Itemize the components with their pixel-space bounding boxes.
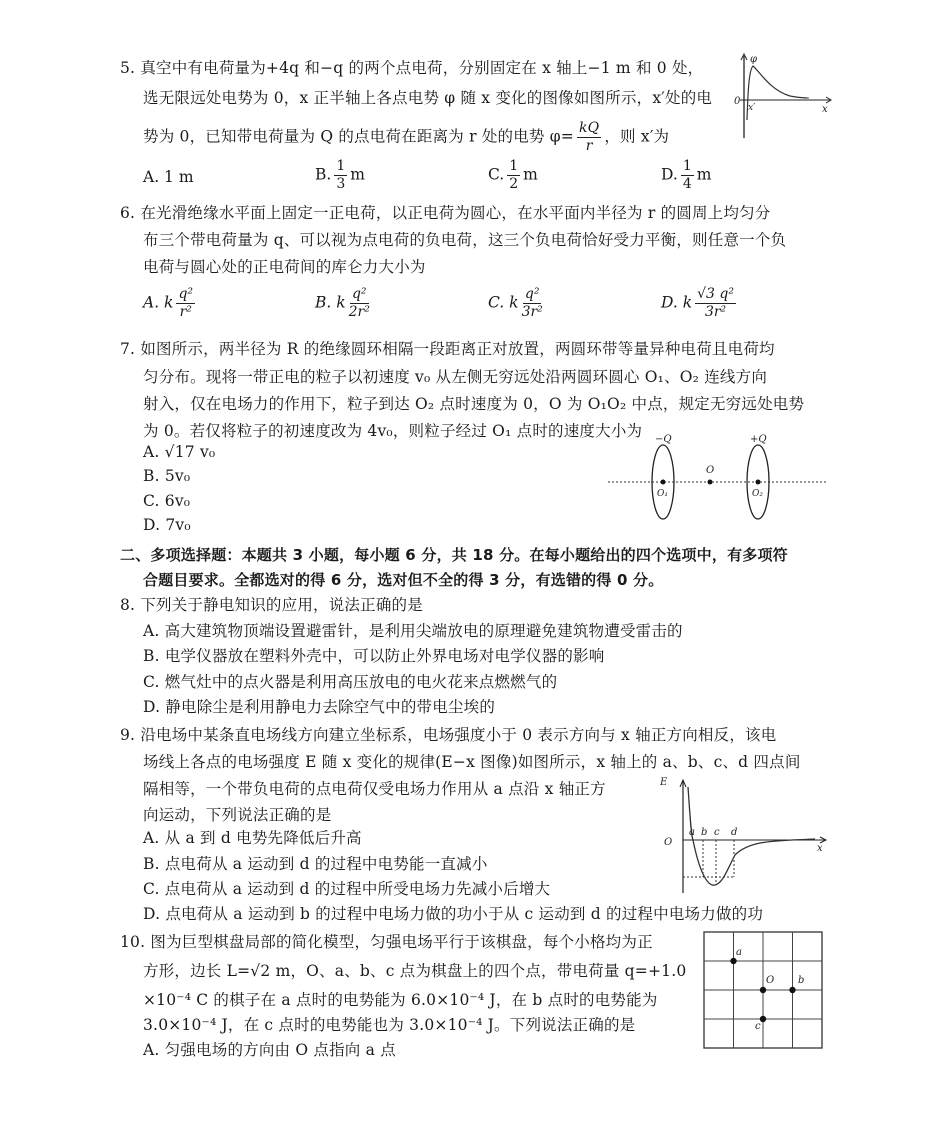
q7-line: 7. 如图所示，两半径为 R 的绝缘圆环相隔一段距离正对放置，两圆环带等量异种电荷且电荷均 bbox=[120, 340, 775, 358]
o2-point bbox=[756, 480, 761, 485]
q9-line: 9. 沿电场中某条直电场线方向建立坐标系，电场强度小于 0 表示方向与 x 轴正方向相反，该电 bbox=[120, 726, 777, 744]
potential-curve bbox=[747, 66, 808, 120]
q5-line: 5. 真空中有电荷量为+4q 和−q 的两个点电荷，分别固定在 x 轴上−1 m 和 0 处， bbox=[120, 59, 704, 77]
numerator: kQ bbox=[578, 120, 600, 136]
q6-option-b bbox=[315, 286, 373, 321]
denominator: 3 bbox=[336, 176, 346, 192]
q5-option-b bbox=[315, 158, 365, 193]
point-a bbox=[730, 958, 736, 964]
q6-line: 布三个带电荷量为 q、可以视为点电荷的负电荷，这三个负电荷恰好受力平衡，则任意一个负 bbox=[143, 231, 787, 249]
q9-option-b: B. 点电荷从 a 运动到 d 的过程中电势能一直减小 bbox=[143, 855, 488, 873]
numerator: q² bbox=[524, 286, 540, 302]
numerator: 1 bbox=[336, 158, 346, 174]
q10-line: 3.0×10⁻⁴ J，在 c 点时的电势能也为 3.0×10⁻⁴ J。下列说法正确的是 bbox=[143, 1016, 636, 1034]
q9-option-d: D. 点电荷从 a 运动到 b 的过程中电场力做的功小于从 c 运动到 d 的过程中电场力做的功 bbox=[143, 905, 764, 923]
q10-line: 10. 图为巨型棋盘局部的简化模型，匀强电场平行于该棋盘，每个小格均为正 bbox=[120, 933, 653, 951]
q5-option-c bbox=[488, 158, 538, 193]
y-label: φ bbox=[750, 54, 758, 65]
q6-option-c bbox=[488, 286, 546, 321]
section-line: 二、多项选择题：本题共 3 小题，每小题 6 分，共 18 分。在每小题给出的四个选项中，有多项符 bbox=[120, 546, 788, 564]
q7-rings-diagram bbox=[605, 430, 830, 530]
q7-line: 为 0。若仅将粒子的初速度改为 4v₀，则粒子经过 O₁ 点时的速度大小为 bbox=[143, 422, 643, 440]
option-label: C. bbox=[488, 165, 505, 184]
q5-text: ，则 x′为 bbox=[604, 127, 670, 146]
q5-line bbox=[143, 120, 669, 155]
q5-text: 势为 0，已知带电荷量为 Q 的点电荷在距离为 r 处的电势 φ= bbox=[143, 127, 574, 146]
o-label: O bbox=[706, 465, 715, 476]
q7-option-a: A. √17 v₀ bbox=[143, 443, 216, 461]
q8-option-a: A. 高大建筑物顶端设置避雷针，是利用尖端放电的原理避免建筑物遭受雷击的 bbox=[143, 622, 683, 640]
q5-option-d bbox=[661, 158, 711, 193]
point-b bbox=[789, 987, 795, 993]
option-label: D. bbox=[661, 165, 678, 184]
q5-line: 选无限远处电势为 0，x 正半轴上各点电势 φ 随 x 变化的图像如图所示，x′处的电 bbox=[143, 89, 713, 107]
x-label: x bbox=[822, 104, 828, 115]
point-c-label: c bbox=[714, 827, 720, 838]
point-d-label: d bbox=[731, 827, 738, 838]
denominator: 3r² bbox=[521, 304, 543, 320]
a-label: a bbox=[736, 947, 742, 958]
right-charge-label: +Q bbox=[750, 434, 767, 445]
q6-option-d bbox=[661, 286, 739, 321]
o1-label: O₁ bbox=[657, 489, 668, 499]
unit: m bbox=[350, 165, 365, 184]
point-b-label: b bbox=[701, 827, 708, 838]
denominator: r² bbox=[179, 304, 192, 320]
denominator: r bbox=[585, 138, 593, 154]
o1-point bbox=[661, 480, 666, 485]
section-line: 合题目要求。全都选对的得 6 分，选对但不全的得 3 分，有选错的得 0 分。 bbox=[143, 571, 664, 589]
q7-option-d: D. 7v₀ bbox=[143, 516, 191, 534]
option-label: B. bbox=[315, 165, 332, 184]
q9-option-a: A. 从 a 到 d 电势先降低后升高 bbox=[143, 829, 362, 847]
o-point bbox=[708, 480, 713, 485]
q7-option-c: C. 6v₀ bbox=[143, 492, 191, 510]
left-charge-label: −Q bbox=[655, 434, 672, 445]
q9-line: 向运动，下列说法正确的是 bbox=[143, 806, 332, 824]
q8-option-b: B. 电学仪器放在塑料外壳中，可以防止外界电场对电学仪器的影响 bbox=[143, 647, 605, 665]
q6-option-a bbox=[143, 286, 198, 321]
option-label: D. k bbox=[661, 293, 693, 312]
q7-option-b: B. 5v₀ bbox=[143, 467, 191, 485]
option-label: B. k bbox=[315, 293, 346, 312]
numerator: q² bbox=[351, 286, 367, 302]
point-a-label: a bbox=[689, 827, 695, 838]
q8-option-d: D. 静电除尘是利用静电力去除空气中的带电尘埃的 bbox=[143, 698, 496, 716]
o-label: O bbox=[766, 975, 775, 986]
q9-option-c: C. 点电荷从 a 运动到 d 的过程中所受电场力先减小后增大 bbox=[143, 880, 551, 898]
q7-line: 射入，仅在电场力的作用下，粒子到达 O₂ 点时速度为 0，O 为 O₁O₂ 中点，规定无穷远处电势 bbox=[143, 395, 805, 413]
q10-chessboard-grid bbox=[700, 928, 830, 1053]
numerator: q² bbox=[178, 286, 194, 302]
q9-line: 隔相等，一个带负电荷的点电荷仅受电场力作用从 a 点沿 x 轴正方 bbox=[143, 780, 606, 798]
xprime-label: x′ bbox=[748, 103, 756, 113]
q8-option-c: C. 燃气灶中的点火器是利用高压放电的电火花来点燃燃气的 bbox=[143, 673, 558, 691]
b-label: b bbox=[798, 975, 805, 986]
x-label: x bbox=[817, 843, 823, 854]
numerator: √3 q² bbox=[697, 286, 734, 302]
origin-label: O bbox=[664, 837, 673, 848]
denominator: 4 bbox=[682, 176, 692, 192]
q7-line: 匀分布。现将一带正电的粒子以初速度 v₀ 从左侧无穷远处沿两圆环圆心 O₁、O₂ 连线方向 bbox=[143, 368, 768, 386]
o2-label: O₂ bbox=[752, 489, 763, 499]
origin-label: 0 bbox=[734, 96, 741, 107]
formula-fraction bbox=[577, 120, 601, 155]
point-o bbox=[760, 987, 766, 993]
option-label: C. k bbox=[488, 293, 519, 312]
point-c bbox=[760, 1016, 766, 1022]
q10-option-a: A. 匀强电场的方向由 O 点指向 a 点 bbox=[143, 1041, 396, 1059]
denominator: 2r² bbox=[348, 304, 370, 320]
option-label: A. k bbox=[143, 293, 174, 312]
denominator: 3r² bbox=[704, 304, 727, 320]
denominator: 2 bbox=[509, 176, 519, 192]
numerator: 1 bbox=[682, 158, 692, 174]
q9-e-x-graph bbox=[655, 775, 830, 895]
q6-line: 6. 在光滑绝缘水平面上固定一正电荷，以正电荷为圆心，在水平面内半径为 r 的圆周上均匀分 bbox=[120, 204, 771, 222]
q9-line: 场线上各点的电场强度 E 随 x 变化的规律(E−x 图像)如图所示，x 轴上的 a、b、c、d 四点间 bbox=[143, 753, 801, 771]
q5-potential-graph bbox=[730, 50, 835, 140]
unit: m bbox=[523, 165, 538, 184]
e-label: E bbox=[660, 777, 668, 788]
q5-option-a: A. 1 m bbox=[143, 168, 194, 186]
numerator: 1 bbox=[509, 158, 519, 174]
q6-line: 电荷与圆心处的正电荷间的库仑力大小为 bbox=[143, 258, 426, 276]
q8-stem: 8. 下列关于静电知识的应用，说法正确的是 bbox=[120, 596, 423, 614]
q10-line: ×10⁻⁴ C 的棋子在 a 点时的电势能为 6.0×10⁻⁴ J，在 b 点时的电势能为 bbox=[143, 991, 658, 1009]
c-label: c bbox=[755, 1021, 761, 1032]
unit: m bbox=[696, 165, 712, 184]
q10-line: 方形，边长 L=√2 m，O、a、b、c 点为棋盘上的四个点，带电荷量 q=+1.0 bbox=[143, 962, 687, 980]
